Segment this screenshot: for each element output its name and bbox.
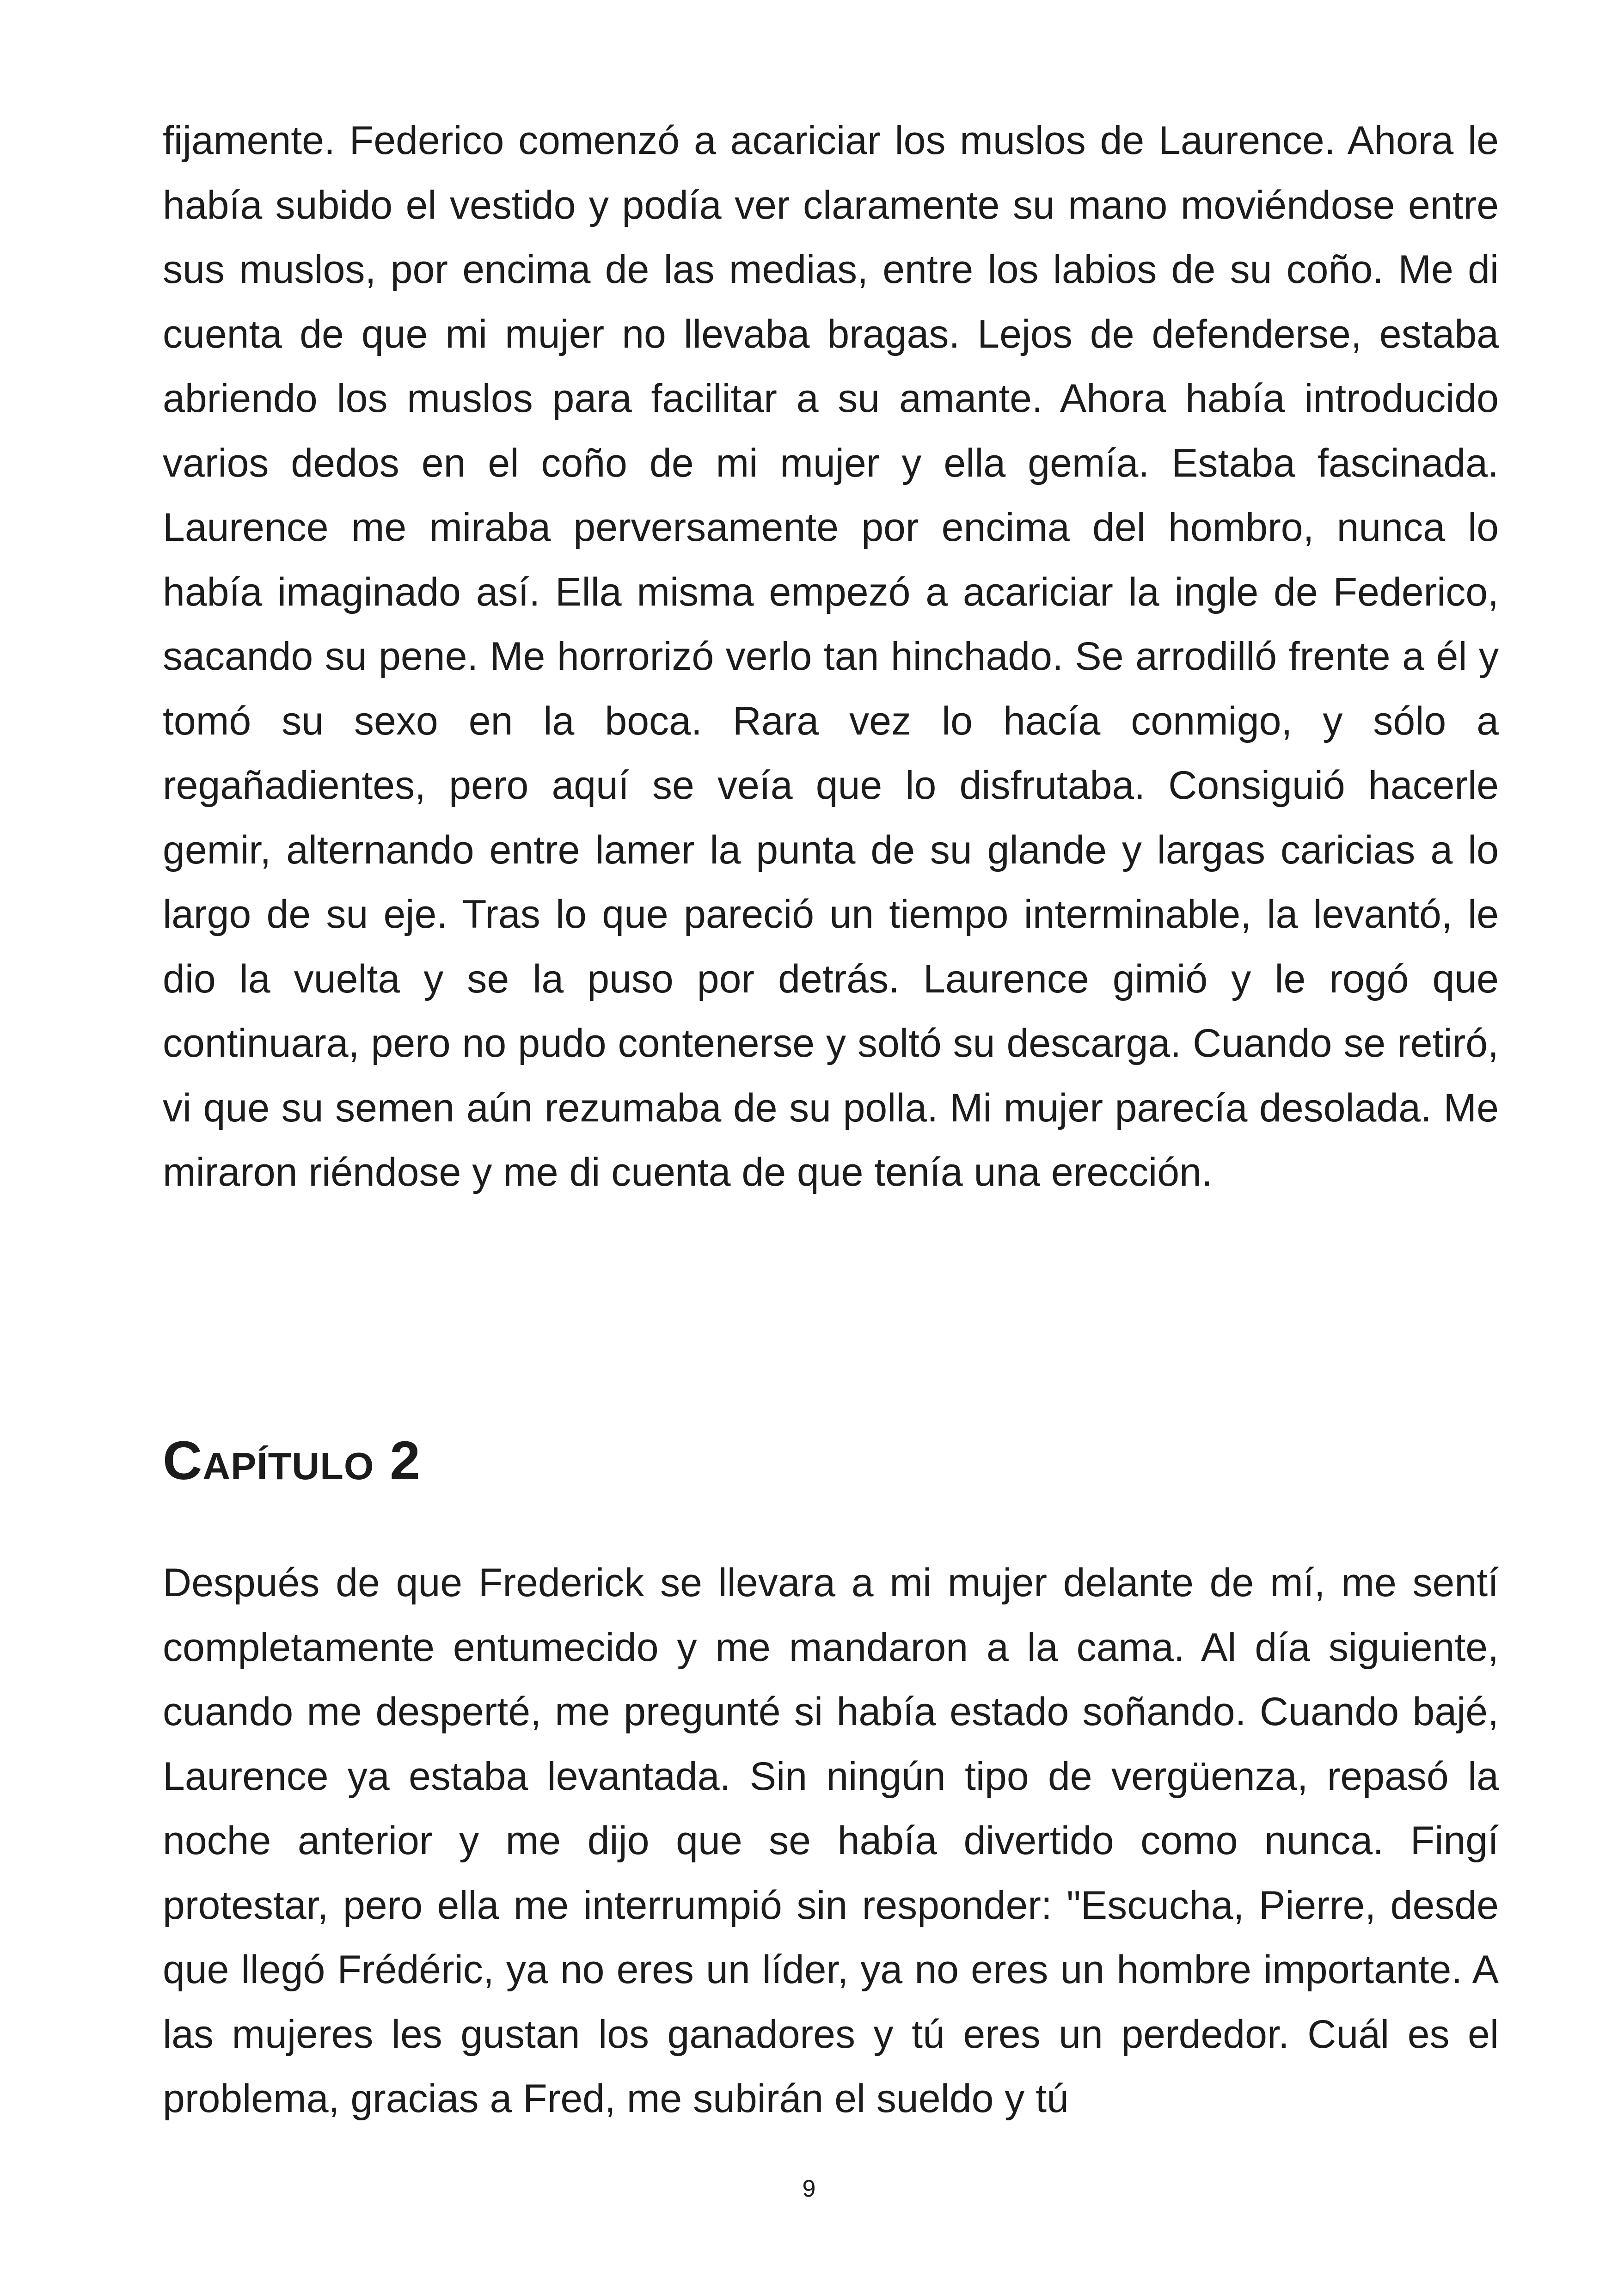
chapter-heading: Capítulo 2	[163, 1430, 421, 1491]
page-number: 9	[802, 2175, 816, 2202]
body-paragraph-2: Después de que Frederick se llevara a mi mujer delante de mí, me sentí completamente entumecido y me mandaron a la cama. Al día siguiente, cuando me desperté, me pregunté si había estado soñando. Cuando bajé, Laurence ya estaba levantada. Sin ningún tipo de vergüenza, repasó la noche anterior y me dijo que se había divertido como nunca. Fingí protestar, pero ella me interrumpió sin responder: "Escucha, Pierre, desde que llegó Frédéric, ya no eres un líder, ya no eres un hombre importante. A las mujeres les gustan los ganadores y tú eres un perdedor. Cuál es el problema, gracias a Fred, me subirán el sueldo y tú	[163, 1561, 1499, 2121]
body-paragraph-1: fijamente. Federico comenzó a acariciar los muslos de Laurence. Ahora le había subido el vestido y podía ver claramente su mano moviéndose entre sus muslos, por encima de las medias, entre los labios de su coño. Me di cuenta de que mi mujer no llevaba bragas. Lejos de defenderse, estaba abriendo los muslos para facilitar a su amante. Ahora había introducido varios dedos en el coño de mi mujer y ella gemía. Estaba fascinada. Laurence me miraba perversamente por encima del hombro, nunca lo había imaginado así. Ella misma empezó a acariciar la ingle de Federico, sacando su pene. Me horrorizó verlo tan hinchado. Se arrodilló frente a él y tomó su sexo en la boca. Rara vez lo hacía conmigo, y sólo a regañadientes, pero aquí se veía que lo disfrutaba. Consiguió hacerle gemir, alternando entre lamer la punta de su glande y largas caricias a lo largo de su eje. Tras lo que pareció un tiempo interminable, la levantó, le dio la vuelta y se la puso por detrás. Laurence gimió y le rogó que continuara, pero no pudo contenerse y soltó su descarga. Cuando se retiró, vi que su semen aún rezumaba de su polla. Mi mujer parecía desolada. Me miraron riéndose y me di cuenta de que tenía una erección.	[163, 118, 1499, 1194]
